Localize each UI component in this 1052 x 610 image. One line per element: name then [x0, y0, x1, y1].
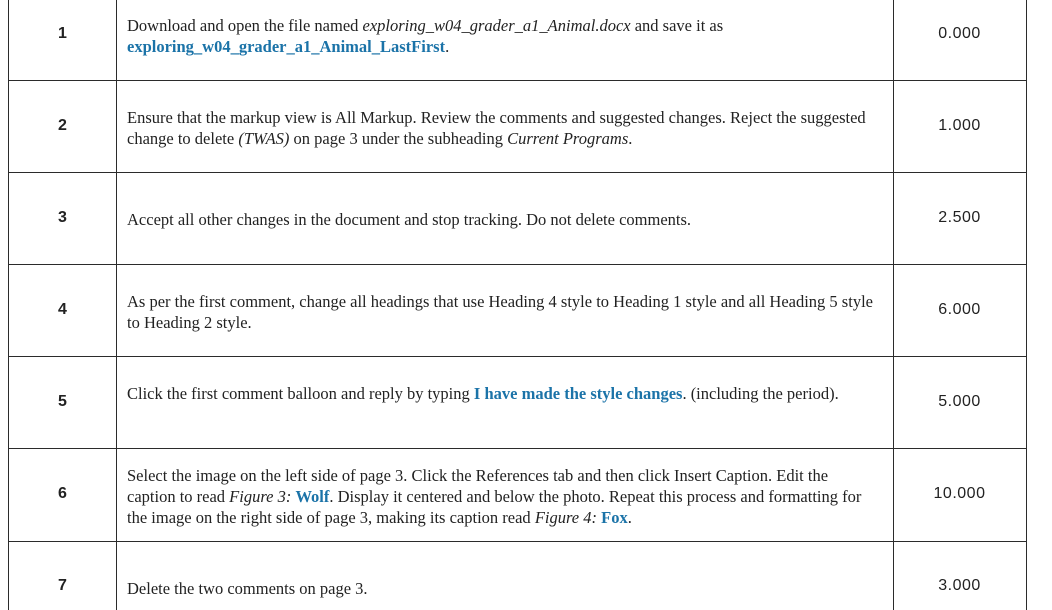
italic-text: Figure 4: — [534, 508, 602, 527]
step-description — [127, 209, 877, 230]
text-segment: . Display it centered and below the photo. Repeat this process and formatting for the image on the right side of page 3, making its caption read — [127, 487, 862, 527]
text-segment: . — [628, 129, 633, 148]
step-points: 3.000 — [938, 577, 981, 594]
step-description — [127, 383, 877, 404]
italic-text: Figure 3: — [229, 487, 296, 506]
text-segment: As per the first comment, change all headings that use Heading 4 style to Heading 1 style and all Heading 5 style to Heading 2 style. — [127, 292, 873, 332]
text-segment: Accept all other changes in the document and stop tracking. Do not delete comments. — [127, 210, 692, 229]
highlighted-text: Wolf — [295, 487, 330, 506]
step-number: 1 — [58, 25, 67, 42]
step-points: 10.000 — [933, 485, 986, 502]
step-description — [127, 15, 877, 57]
row-divider — [8, 80, 1027, 81]
highlighted-text: exploring_w04_grader_a1_Animal_LastFirst — [127, 37, 446, 56]
step-number: 3 — [58, 209, 67, 226]
step-points: 2.500 — [938, 209, 981, 226]
step-number: 4 — [58, 301, 67, 318]
text-segment: Ensure that the markup view is All Markup. Review the comments and suggested changes. Reject the suggested change to delete — [127, 108, 866, 148]
step-points: 6.000 — [938, 301, 981, 318]
step-description — [127, 107, 877, 149]
step-points: 0.000 — [938, 25, 981, 42]
step-points: 1.000 — [938, 117, 981, 134]
step-description — [127, 465, 877, 528]
italic-text: (TWAS) — [238, 129, 290, 148]
text-segment: Select the image on the left side of page 3. Click the References tab and then click Insert Caption. Edit the caption to read — [127, 466, 829, 506]
text-segment: Click the first comment balloon and reply by typing — [127, 384, 474, 403]
italic-text: exploring_w04_grader_a1_Animal.docx — [362, 16, 631, 35]
step-number: 6 — [58, 485, 67, 502]
row-divider — [8, 541, 1027, 542]
highlighted-text: I have made the style changes — [473, 384, 683, 403]
text-segment: and save it as — [630, 16, 724, 35]
text-segment: on page 3 under the subheading — [289, 129, 508, 148]
row-divider — [8, 356, 1027, 357]
row-divider — [8, 172, 1027, 173]
column-divider-1 — [116, 0, 117, 610]
step-number: 2 — [58, 117, 67, 134]
highlighted-text: Fox — [601, 508, 628, 527]
text-segment: . — [445, 37, 450, 56]
text-segment: Delete the two comments on page 3. — [127, 579, 368, 598]
right-border — [1026, 0, 1027, 610]
row-divider — [8, 264, 1027, 265]
step-number: 7 — [58, 577, 67, 594]
row-divider — [8, 448, 1027, 449]
text-segment: Download and open the file named — [127, 16, 363, 35]
step-description — [127, 291, 877, 333]
step-points: 5.000 — [938, 393, 981, 410]
step-number: 5 — [58, 393, 67, 410]
step-description — [127, 578, 877, 599]
text-segment: . — [627, 508, 632, 527]
italic-text: Current Programs — [507, 129, 629, 148]
text-segment: . (including the period). — [682, 384, 839, 403]
